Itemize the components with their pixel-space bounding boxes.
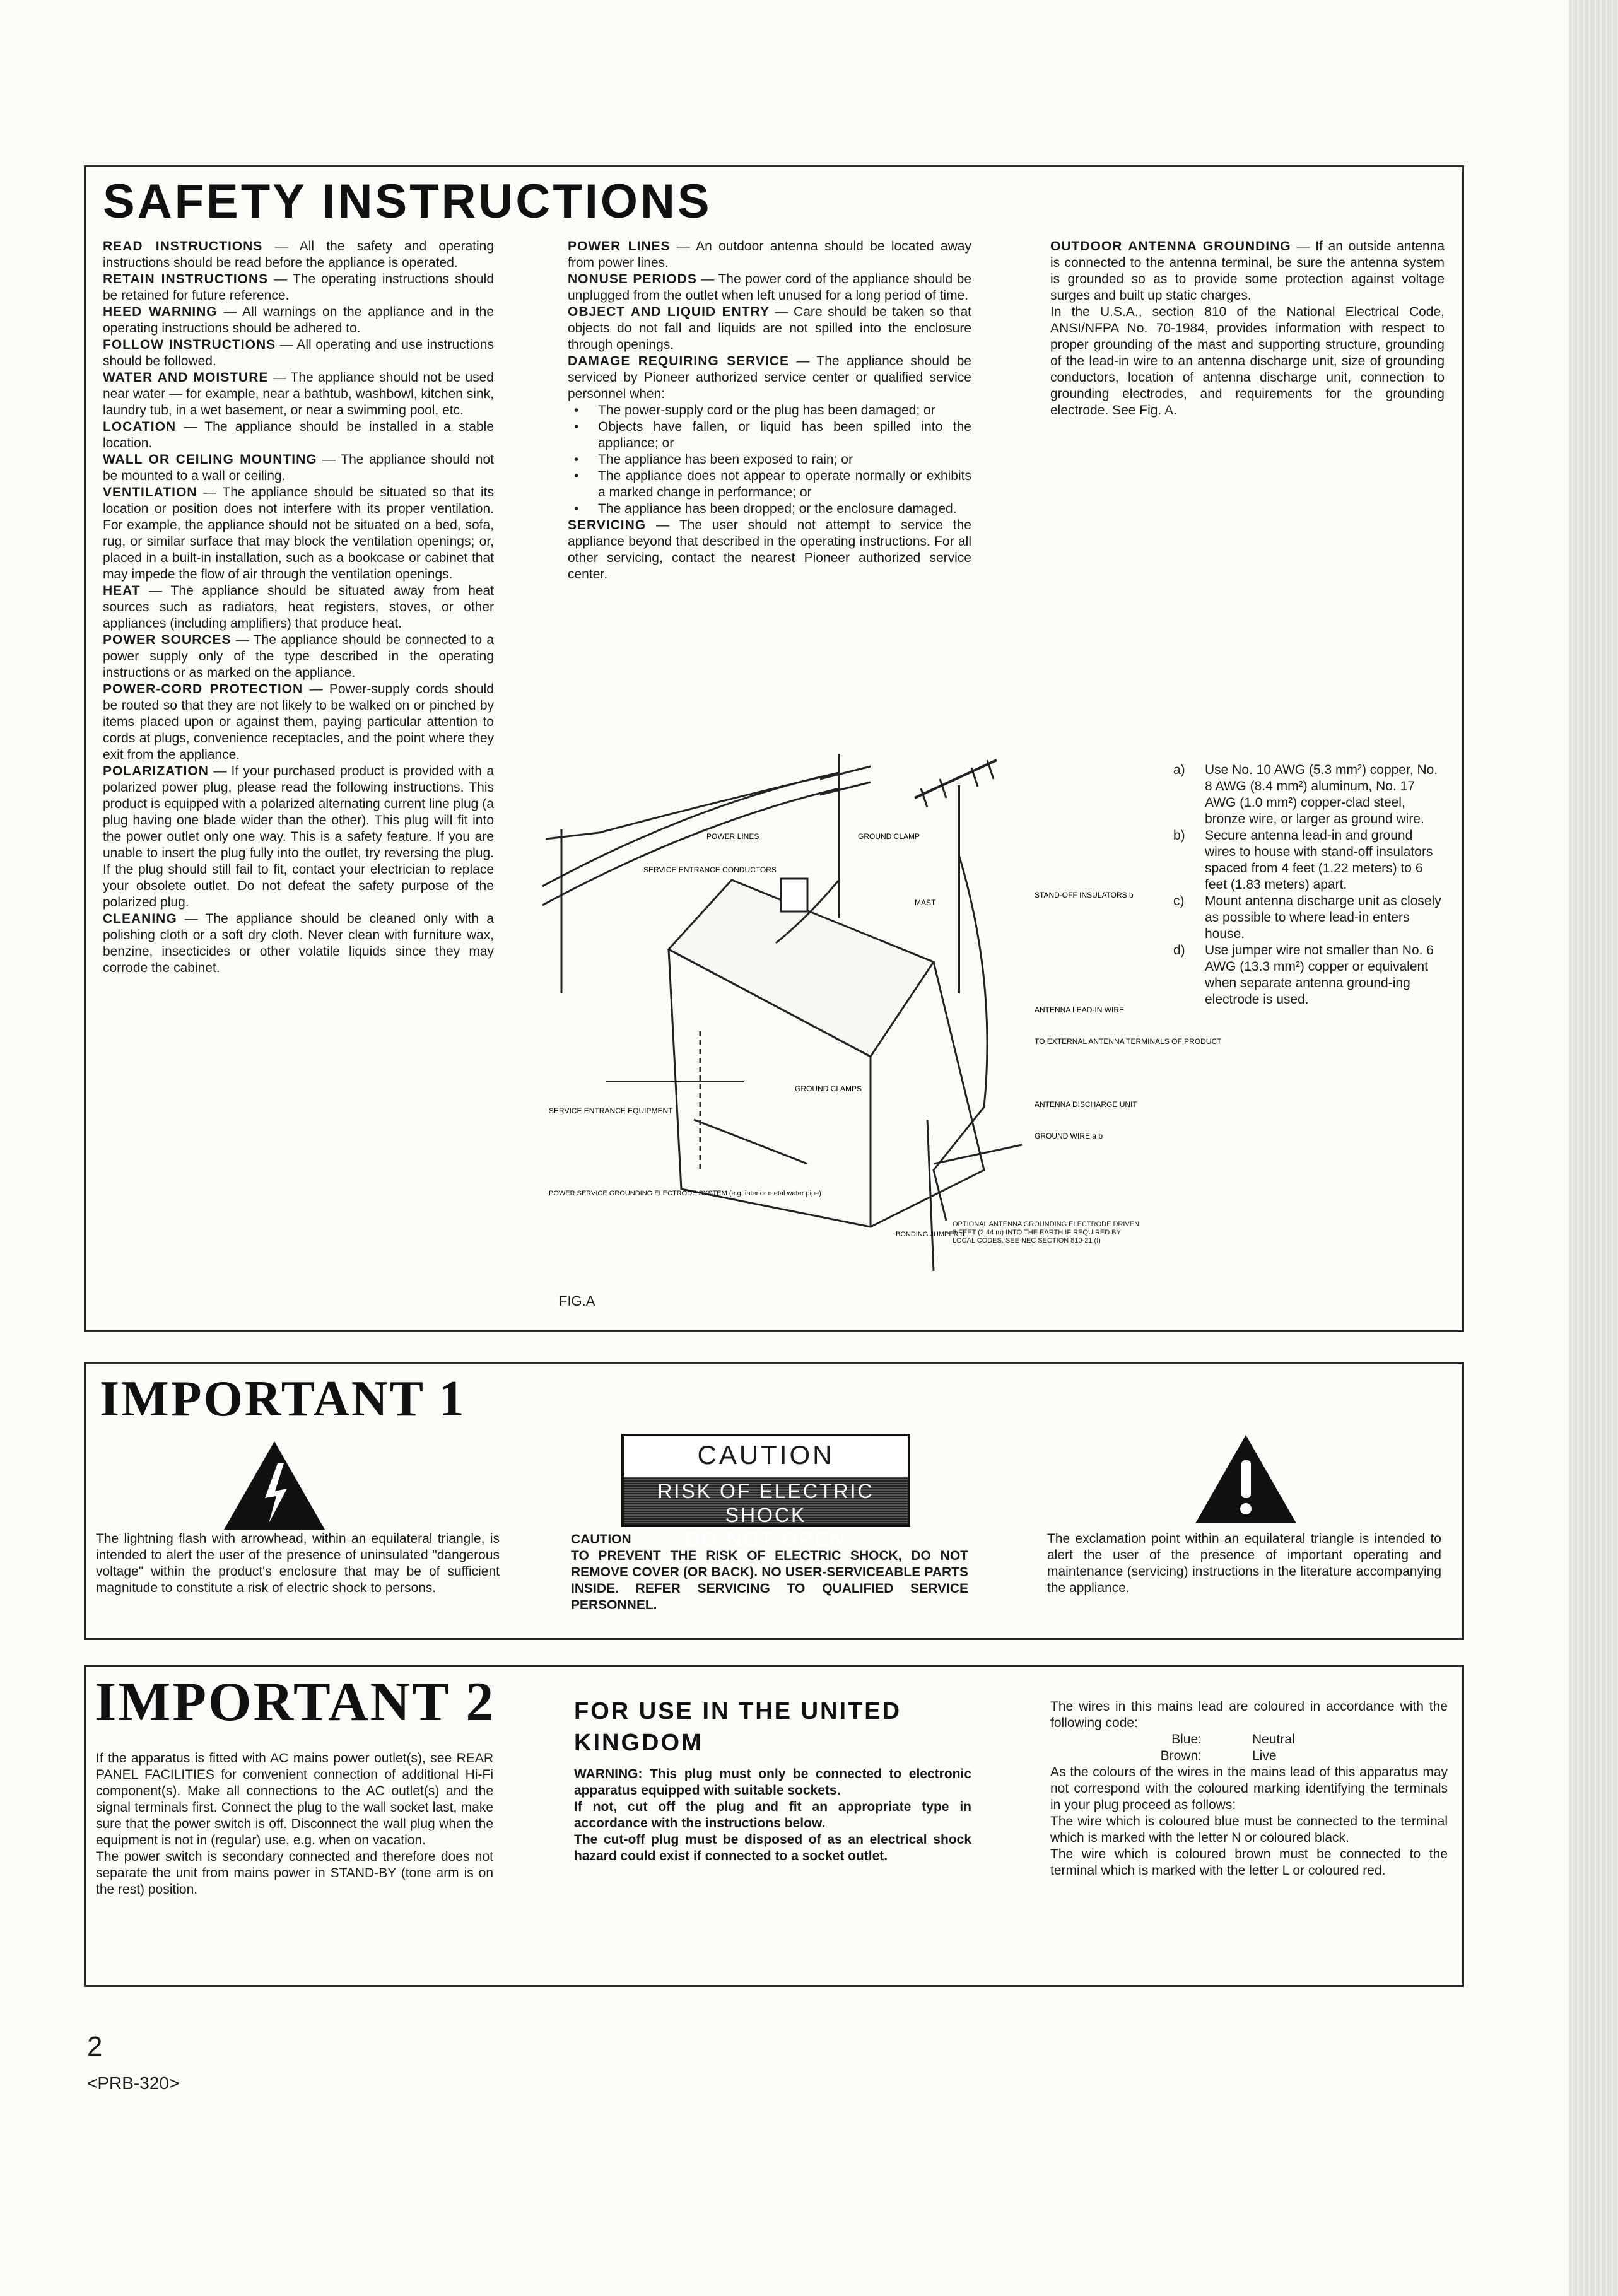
wires-paragraph-3: The wire which is coloured brown must be connected to the terminal which is marked with the letter L or coloured red. bbox=[1050, 1847, 1448, 1878]
safety-item-text: — The power cord of the appliance should be unplugged from the outlet when left unused for a long period of time. bbox=[568, 272, 971, 303]
safety-item-heading: VENTILATION bbox=[103, 485, 197, 500]
safety-item-text: — The appliance should be cleaned only with a polishing cloth or a soft dry cloth. Never clean with furniture wax, benzine, insecticides or other volatile liquids since they may corrode the cabinet. bbox=[103, 911, 494, 975]
grounding-note-label: a) bbox=[1173, 763, 1185, 777]
label-ground-clamp: GROUND CLAMP bbox=[858, 832, 920, 841]
label-service-equipment: SERVICE ENTRANCE EQUIPMENT bbox=[549, 1106, 673, 1115]
safety-col2-top bbox=[568, 238, 971, 402]
damage-bullet: • The appliance has been exposed to rain; or bbox=[568, 452, 971, 468]
uk-cutoff-1: If not, cut off the plug and fit an appropriate type in accordance with the instructions below. bbox=[574, 1800, 971, 1830]
safety-item bbox=[103, 419, 494, 452]
safety-col1-list bbox=[103, 238, 494, 976]
safety-item bbox=[568, 271, 971, 304]
uk-title: FOR USE IN THE UNITED KINGDOM bbox=[574, 1698, 902, 1756]
grounding-note-text: Mount antenna discharge unit as closely as possible to where lead-in enters house. bbox=[1205, 894, 1441, 941]
label-lead-in: ANTENNA LEAD-IN WIRE bbox=[1035, 1005, 1125, 1014]
grounding-note-text: Use No. 10 AWG (5.3 mm²) copper, No. 8 AWG (8.4 mm²) aluminum, No. 17 AWG (1.0 mm²) copper-clad steel, bronze wire, or larger as ground wire. bbox=[1205, 763, 1438, 826]
caution-label-title: CAUTION bbox=[624, 1436, 908, 1474]
safety-item-text: — The appliance should be connected to a power supply only of the type described in the operating instructions or as marked on the appliance. bbox=[103, 633, 494, 680]
safety-item-text: — An outdoor antenna should be located away from power lines. bbox=[568, 239, 971, 270]
safety-column-1 bbox=[103, 238, 494, 976]
safety-item bbox=[103, 337, 494, 370]
model-number: <PRB-320> bbox=[87, 2073, 180, 2093]
safety-item-text: — The appliance should be installed in a stable location. bbox=[103, 419, 494, 450]
safety-item bbox=[568, 353, 971, 402]
label-to-terminals: TO EXTERNAL ANTENNA TERMINALS OF PRODUCT bbox=[1035, 1037, 1222, 1046]
safety-item-heading: POWER SOURCES bbox=[103, 633, 232, 647]
safety-item-text: — The appliance should not be used near water — for example, near a bathtub, washbowl, kitchen sink, laundry tub, in a wet basement, or near a swimming pool, etc. bbox=[103, 370, 494, 418]
page-number: 2 bbox=[87, 2031, 103, 2062]
nec-paragraph: In the U.S.A., section 810 of the National Electrical Code, ANSI/NFPA No. 70-1984, provides information with respect to proper grounding of the mast and supporting structure, grounding of the lead-in wire to an antenna discharge unit, size of grounding conductors, location of antenna discharge unit, connection to grounding electrodes, and requirements for the grounding electrode. See Fig. A. bbox=[1050, 305, 1445, 418]
wires-paragraph-2: The wire which is coloured blue must be connected to the terminal which is marked with the letter N or coloured black. bbox=[1050, 1814, 1448, 1845]
safety-item-text: — All warnings on the appliance and in the operating instructions should be adhered to. bbox=[103, 305, 494, 336]
grounding-note bbox=[1173, 942, 1445, 1008]
safety-item-heading: POWER LINES bbox=[568, 239, 671, 254]
grounding-note bbox=[1173, 762, 1445, 828]
uk-warning-block bbox=[574, 1766, 971, 1865]
caution-label: CAUTION bbox=[571, 1532, 631, 1547]
label-discharge: ANTENNA DISCHARGE UNIT bbox=[1035, 1100, 1137, 1109]
caution-label-box bbox=[621, 1434, 910, 1550]
safety-item bbox=[103, 304, 494, 337]
wire-colour-block bbox=[1050, 1699, 1448, 1879]
damage-bullet: • The appliance does not appear to operate normally or exhibits a marked change in performance; or bbox=[568, 468, 971, 501]
safety-item-heading: READ INSTRUCTIONS bbox=[103, 239, 263, 254]
exclamation-explanation: The exclamation point within an equilateral triangle is intended to alert the user of the presence of important operating and maintenance (servicing) instructions in the literature accompanying the appliance. bbox=[1047, 1532, 1441, 1595]
safety-item bbox=[103, 452, 494, 484]
safety-item-heading: POLARIZATION bbox=[103, 764, 209, 778]
wires-intro: The wires in this mains lead are coloured in accordance with the following code: bbox=[1050, 1699, 1448, 1730]
safety-item bbox=[103, 763, 494, 911]
safety-item bbox=[103, 583, 494, 632]
safety-item-heading: FOLLOW INSTRUCTIONS bbox=[103, 337, 276, 352]
label-service-entrance: SERVICE ENTRANCE CONDUCTORS bbox=[643, 865, 777, 874]
safety-item-heading: HEED WARNING bbox=[103, 305, 218, 319]
safety-item-heading: DAMAGE REQUIRING SERVICE bbox=[568, 354, 789, 368]
safety-column-2 bbox=[568, 238, 971, 583]
damage-bullets bbox=[568, 402, 971, 517]
safety-item bbox=[103, 632, 494, 681]
antenna-grounding-diagram bbox=[542, 729, 1222, 1284]
lightning-explanation: The lightning flash with arrowhead, within an equilateral triangle, is intended to alert the user of the presence of uninsulated "dangerous voltage" within the product's enclosure that may be of sufficient magnitude to constitute a risk of electric shock to persons. bbox=[96, 1532, 500, 1595]
scan-edge-strip bbox=[1569, 0, 1618, 2296]
antenna-grounding-item: OUTDOOR ANTENNA GROUNDING — If an outside antenna is connected to the antenna terminal, be sure the antenna system is grounded so as to provide some protection against voltage surges and built up static charges. bbox=[1050, 239, 1445, 303]
safety-item bbox=[103, 484, 494, 583]
safety-item-text: — If your purchased product is provided with a polarized power plug, please read the following instructions. This product is equipped with a polarized alternating current line plug (a plug having one blade wider than the other). This plug will fit into the power outlet only one way. This is a safety feature. If you are unable to insert the plug fully into the outlet, try reversing the plug. If the plug should still fail to fit, contact your electrician to replace your obsolete outlet. Do not defeat the safety purpose of the polarized plug. bbox=[103, 764, 494, 910]
label-optional-electrode: OPTIONAL ANTENNA GROUNDING ELECTRODE DRIVEN 8 FEET (2.44 m) INTO THE EARTH IF REQUIRED BY LOCAL CODES. SEE NEC SECTION 810-21 (f) bbox=[953, 1221, 1140, 1245]
safety-item-heading: OBJECT AND LIQUID ENTRY bbox=[568, 305, 770, 319]
figure-label: FIG.A bbox=[559, 1293, 595, 1309]
safety-item-heading: CLEANING bbox=[103, 911, 177, 926]
safety-item-text: — The appliance should be serviced by Pioneer authorized service center or qualified service personnel when: bbox=[568, 354, 971, 401]
safety-title: SAFETY INSTRUCTIONS bbox=[103, 175, 712, 228]
grounding-note-label: c) bbox=[1173, 894, 1185, 908]
damage-bullet: • The appliance has been dropped; or the enclosure damaged. bbox=[568, 501, 971, 517]
safety-item-text: — Power-supply cords should be routed so that they are not likely to be walked on or pinched by items placed upon or against them, paying particular attention to cords at plugs, convenience receptacles, and the point where they exit from the appliance. bbox=[103, 682, 494, 762]
safety-item-text: — The appliance should be situated away from heat sources such as radiators, heat registers, stoves, or other appliances (including amplifiers) that produce heat. bbox=[103, 583, 494, 631]
label-standoff: STAND-OFF INSULATORS b bbox=[1035, 891, 1134, 899]
safety-item bbox=[568, 238, 971, 271]
safety-item-heading: LOCATION bbox=[103, 419, 177, 434]
blue-wire-row: Blue: Neutral bbox=[1171, 1732, 1295, 1747]
damage-bullet: • Objects have fallen, or liquid has been spilled into the appliance; or bbox=[568, 419, 971, 452]
label-power-service: POWER SERVICE GROUNDING ELECTRODE SYSTEM (e.g. interior metal water pipe) bbox=[549, 1190, 821, 1197]
safety-item-text: — The appliance should not be mounted to a wall or ceiling. bbox=[103, 452, 494, 483]
safety-item-heading: WATER AND MOISTURE bbox=[103, 370, 269, 385]
servicing-item: SERVICING — The user should not attempt to service the appliance beyond that described in the operating instructions. For all other servicing, contact the nearest Pioneer authorized service center. bbox=[568, 518, 971, 582]
important-1-title: IMPORTANT 1 bbox=[100, 1371, 466, 1427]
grounding-note bbox=[1173, 893, 1445, 942]
grounding-note-label: d) bbox=[1173, 943, 1185, 958]
safety-item bbox=[103, 271, 494, 304]
safety-item-heading: NONUSE PERIODS bbox=[568, 272, 697, 286]
uk-cutoff-2: The cut-off plug must be disposed of as an electrical shock hazard could exist if connected to a socket outlet. bbox=[574, 1832, 971, 1863]
caution-band-line-1: RISK OF ELECTRIC SHOCK bbox=[657, 1480, 874, 1526]
safety-item bbox=[103, 911, 494, 976]
safety-item bbox=[103, 370, 494, 419]
safety-item-text: — All the safety and operating instructions should be read before the appliance is operated. bbox=[103, 239, 495, 270]
label-mast: MAST bbox=[915, 898, 936, 907]
safety-item bbox=[103, 681, 494, 763]
label-bonding: BONDING JUMPER d bbox=[896, 1231, 964, 1238]
safety-item-heading: HEAT bbox=[103, 583, 141, 598]
safety-item-text: — All operating and use instructions should be followed. bbox=[103, 337, 494, 368]
label-ground-clamps: GROUND CLAMPS bbox=[795, 1084, 862, 1093]
caution-text-block bbox=[571, 1532, 968, 1614]
label-ground-wire: GROUND WIRE a b bbox=[1035, 1132, 1103, 1140]
caution-label-band bbox=[624, 1477, 908, 1550]
label-power-lines: POWER LINES bbox=[706, 832, 759, 841]
safety-item-heading: POWER-CORD PROTECTION bbox=[103, 682, 303, 696]
caution-band-line-2: DO NOT OPEN bbox=[684, 1528, 847, 1550]
caution-text: TO PREVENT THE RISK OF ELECTRIC SHOCK, DO NOT REMOVE COVER (OR BACK). NO USER-SERVICEABLE PARTS INSIDE. REFER SERVICING TO QUALIFIED SERVICE PERSONNEL. bbox=[571, 1549, 968, 1612]
safety-item-text: — Care should be taken so that objects do not fall and liquids are not spilled into the enclosure through openings. bbox=[568, 305, 971, 352]
safety-item-text: — The operating instructions should be retained for future reference. bbox=[103, 272, 494, 303]
lightning-triangle-icon bbox=[221, 1438, 328, 1533]
safety-item-heading: WALL OR CEILING MOUNTING bbox=[103, 452, 317, 467]
exclamation-triangle-icon bbox=[1192, 1432, 1299, 1526]
brown-wire-row: Brown: Live bbox=[1160, 1748, 1277, 1763]
safety-item-text: — The appliance should be situated so that its location or position does not interfere with its proper ventilation. For example, the appliance should not be situated on a bed, sofa, rug, or similar surface that may block the ventilation openings; or, placed in a built-in installation, such as a bookcase or cabinet that may impede the flow of air through the ventilation openings. bbox=[103, 485, 494, 582]
grounding-note-text: Use jumper wire not smaller than No. 6 AWG (13.3 mm²) copper or equivalent when separate antenna ground-ing electrode is used. bbox=[1205, 943, 1434, 1007]
safety-item-heading: RETAIN INSTRUCTIONS bbox=[103, 272, 269, 286]
wires-paragraph-1: As the colours of the wires in the mains lead of this apparatus may not correspond with the coloured marking identifying the terminals in your plug proceed as follows: bbox=[1050, 1765, 1448, 1812]
damage-bullet: • The power-supply cord or the plug has been damaged; or bbox=[568, 402, 971, 419]
safety-column-3 bbox=[1050, 238, 1445, 419]
safety-item bbox=[103, 238, 494, 271]
grounding-note-label: b) bbox=[1173, 828, 1185, 843]
important-2-title: IMPORTANT 2 bbox=[95, 1672, 496, 1733]
grounding-note-text: Secure antenna lead-in and ground wires to house with stand-off insulators spaced from 4 feet (1.22 meters) to 6 feet (1.83 meters) apart. bbox=[1205, 828, 1433, 892]
uk-warning: WARNING: This plug must only be connected to electronic apparatus equipped with suitable sockets. bbox=[574, 1767, 971, 1798]
grounding-notes bbox=[1173, 762, 1445, 1008]
important-2-text: If the apparatus is fitted with AC mains power outlet(s), see REAR PANEL FACILITIES for convenient connection of additional Hi-Fi component(s). Make all connections to the AC outlet(s) and the signal terminals first. Connect the plug to the wall socket last, make sure that the power switch is off. Disconnect the wall plug when the equipment is not in (regular) use, e.g. when on vacation. The power switch is secondary connected and therefore does not separate the unit from mains power in STAND-BY (tone arm is on the rest) position. bbox=[96, 1751, 493, 1897]
safety-item bbox=[568, 304, 971, 353]
grounding-note bbox=[1173, 828, 1445, 893]
